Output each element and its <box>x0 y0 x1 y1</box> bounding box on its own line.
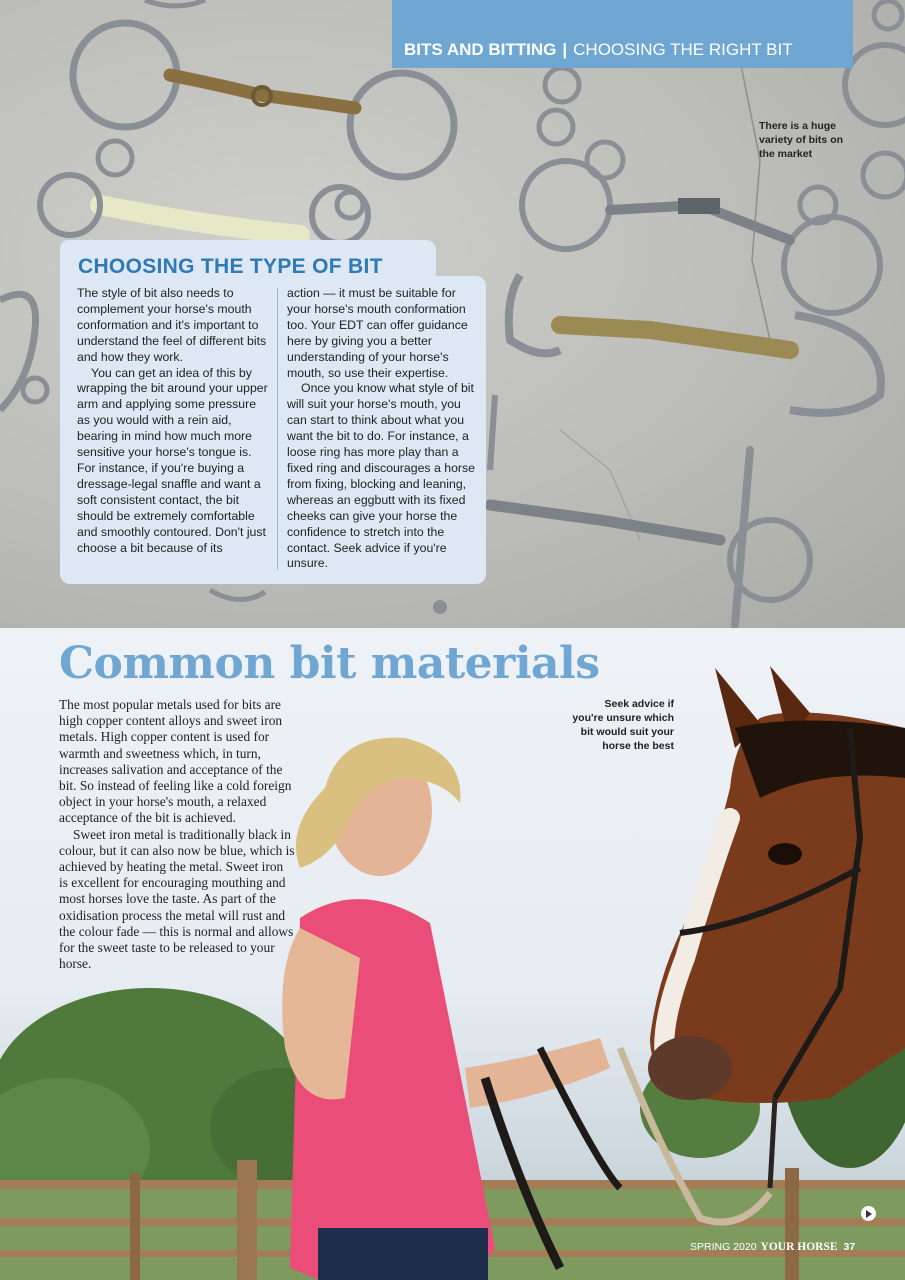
materials-paragraph: Sweet iron metal is traditionally black in colour, but it can also now be blue, which is achieved by heating the metal. Sweet iron is excellent for encouraging mouthing and most horses love the taste. As part of the oxidisation process the metal will rust and the colour fade — this is normal and allows for the sweet taste to be released to your horse. <box>59 826 295 972</box>
photo-caption-top: There is a huge variety of bits on the market <box>759 120 844 160</box>
box-title: CHOOSING THE TYPE OF BIT <box>78 255 383 278</box>
play-icon[interactable] <box>861 1206 876 1221</box>
photo-caption-bottom: Seek advice if you're unsure which bit would suit your horse the best <box>572 698 674 752</box>
materials-paragraph: The most popular metals used for bits are high copper content alloys and sweet iron metals. High copper content is used for warmth and sweetness which, in turn, increases salivation and acceptance of the bit. So instead of feeling like a cold foreign object in your horse's mouth, a relaxed acceptance of the bit is achieved. <box>59 697 292 826</box>
section-header <box>392 0 853 68</box>
section-topic: CHOOSING THE RIGHT BIT <box>573 40 793 59</box>
page-footer <box>690 1241 855 1253</box>
box-paragraph: action — it must be suitable for your horse's mouth conformation too. Your EDT can offer guidance here by giving you a better understanding of your horse's mouth, so use their expertise. <box>287 286 468 380</box>
box-column-left <box>77 286 269 556</box>
column-divider <box>277 288 278 570</box>
materials-title: Common bit materials <box>59 638 600 689</box>
section-name: BITS AND BITTING <box>404 40 557 59</box>
issue-label: SPRING 2020 <box>690 1241 757 1253</box>
box-column-right <box>287 286 477 572</box>
box-paragraph: Once you know what style of bit will suit your horse's mouth, you can start to think about what you want the bit to do. For instance, a loose ring has more play than a fixed ring and discourages a horse from fixing, blocking and leaning, whereas an eggbutt with its fixed cheeks can give your horse the confidence to stretch into the contact. Seek advice if you're unsure. <box>287 381 475 571</box>
materials-body <box>59 697 295 972</box>
page-number: 37 <box>843 1241 856 1253</box>
magazine-name: YOUR HORSE <box>760 1241 838 1253</box>
box-paragraph: The style of bit also needs to complement your horse's mouth conformation and it's important to understand the feel of different bits and how they work. <box>77 286 267 364</box>
header-separator: | <box>562 40 568 59</box>
box-paragraph: You can get an idea of this by wrapping the bit around your upper arm and applying some pressure as you would with a rein aid, bearing in mind how much more sensitive your horse's tongue is. For instance, if you're buying a dressage-legal snaffle and want a soft consistent contact, the bit should be extremely comfortable and smoothly contoured. Don't just choose a bit because of its <box>77 365 268 555</box>
